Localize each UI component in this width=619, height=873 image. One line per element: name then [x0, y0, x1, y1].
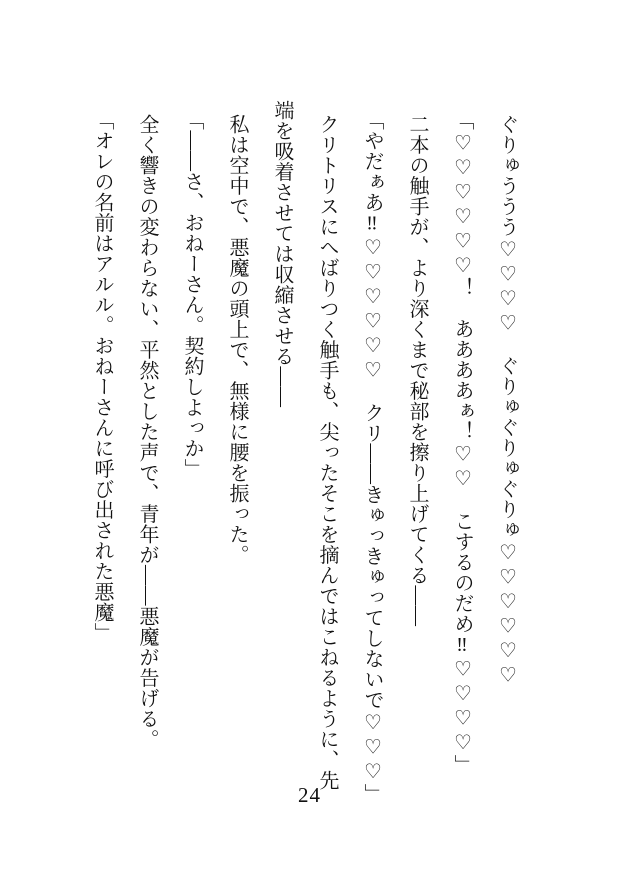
narration-continuation-line: 端を吸着させては収縮させる―― [271, 100, 293, 408]
dialogue-line: 「♡♡♡♡♡♡！ ああああぁ！♡♡ こするのだめ‼♡♡♡♡」 [451, 110, 473, 775]
dialogue-line: 「やだぁあ‼♡♡♡♡♡♡ クリ――きゅっきゅってしないで♡♡♡」 [361, 110, 383, 804]
dialogue-line: 「オレの名前はアルル。おねーさんに呼び出された悪魔」 [91, 110, 113, 643]
dialogue-line: 「――さ、おねーさん。契約しよっか」 [181, 110, 203, 479]
page-number: 24 [298, 783, 321, 807]
narration-line: 全く響きの変わらない、平然とした声で、青年が――悪魔が告げる。 [136, 114, 158, 750]
narration-line: 二本の触手が、より深くまで秘部を擦り上げてくる―― [406, 114, 428, 627]
onomatopoeia-line: ぐりゅううう♡♡♡♡ ぐりゅぐりゅぐりゅ♡♡♡♡♡♡ [496, 114, 518, 687]
narration-line: クリトリスにへばりつく触手も、尖ったそこを摘んではこねるように、先 [316, 114, 338, 791]
vertical-text-page [79, 100, 529, 804]
narration-line: 私は空中で、悪魔の頭上で、無様に腰を振った。 [226, 114, 248, 565]
